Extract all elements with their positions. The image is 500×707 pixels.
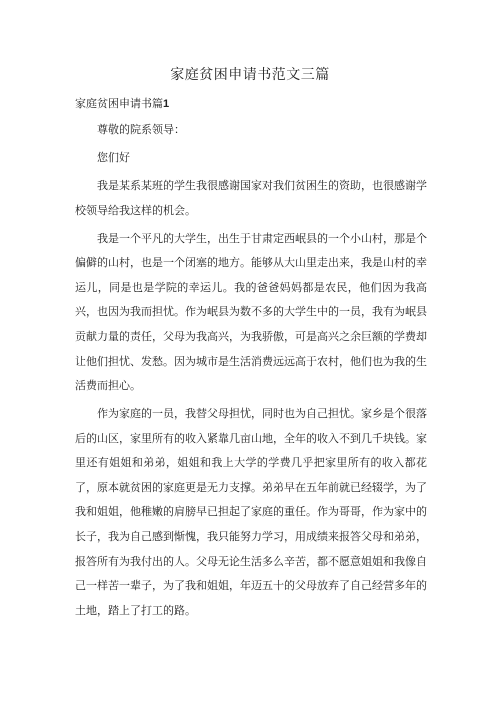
section-number: 1 [163, 98, 170, 110]
body-paragraph: 我是某系某班的学生我很感谢国家对我们贫困生的资助，也很感谢学校领导给我这样的机会。 [75, 178, 427, 217]
salutation: 尊敬的院系领导： [97, 123, 185, 136]
body-paragraph: 我是一个平凡的大学生，出生于甘肃定西岷县的一个小山村，那是个偏僻的山村，也是一个闭塞的地方。能够从大山里走出来，我是山村的幸运儿，同是也是学院的幸运儿。我的爸爸妈妈都是农民，他们因为我高兴，也因为我而担忧。作为岷县为数不多的大学生中的一员，我有为岷县贡献力量的责任，父母为我高兴，为我骄傲，可是高兴之余巨额的学费却让他们担忧、发愁。因为城市是生活消费远远高于农村，他们也为我的生活费而担心。 [75, 231, 427, 393]
document-title: 家庭贫困申请书范文三篇 [170, 67, 330, 83]
body-paragraph: 作为家庭的一员，我替父母担忧，同时也为自己担忧。家乡是个很落后的山区，家里所有的收入紧靠几亩山地，全年的收入不到几千块钱。家里还有姐姐和弟弟，姐姐和我上大学的学费几乎把家里所有的收入都花了，原本就贫困的家庭更是无力支撑。弟弟早在五年前就已经辍学，为了我和姐姐，他稚嫩的肩膀早已担起了家庭的重任。作为哥哥，作为家中的长子，我为自己感到惭愧，我只能努力学习，用成绩来报答父母和弟弟，报答所有为我付出的人。父母无论生活多么辛苦，都不愿意姐姐和我像自己一样苦一辈子，为了我和姐姐，年迈五十的父母放弃了自己经营多年的土地，踏上了打工的路。 [75, 407, 427, 617]
document-body [75, 118, 427, 627]
section-heading-text: 家庭贫困申请书篇 [75, 97, 163, 110]
section-heading [75, 96, 169, 112]
greeting: 您们好 [97, 150, 130, 164]
